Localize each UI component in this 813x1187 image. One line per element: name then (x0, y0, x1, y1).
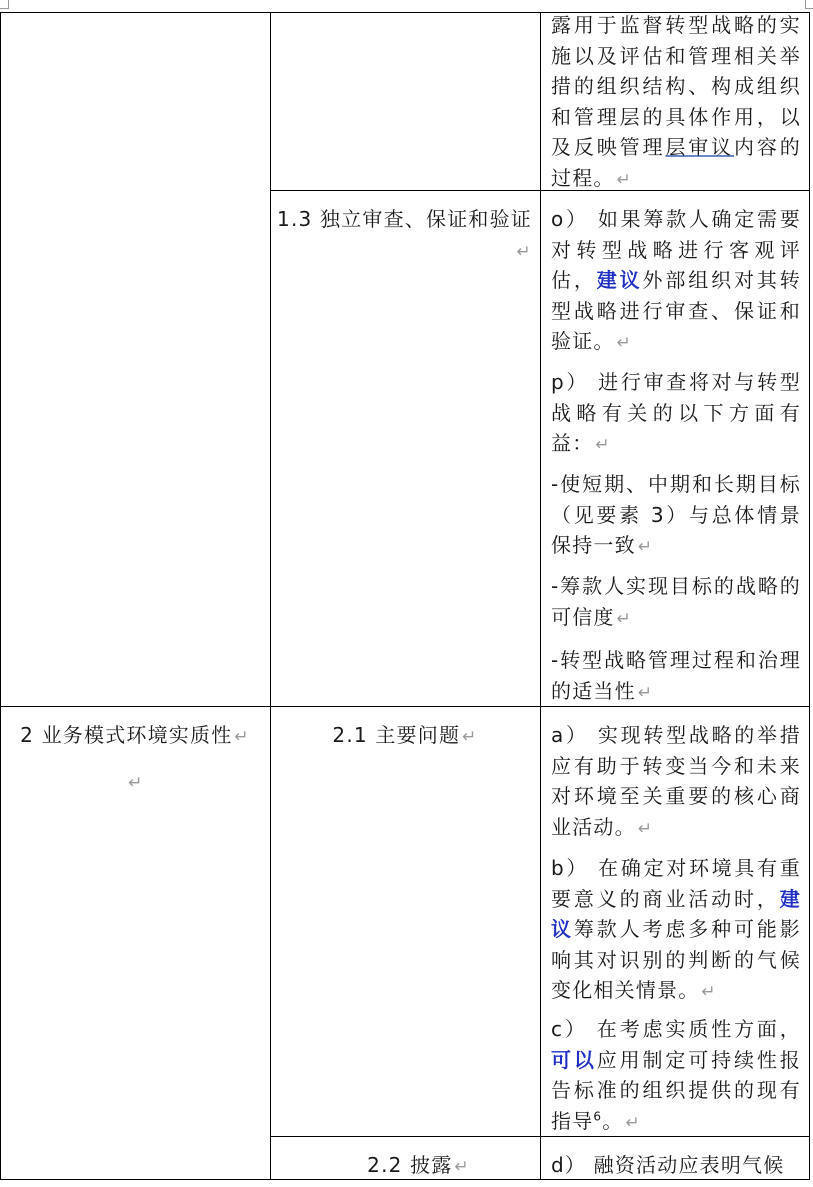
table-column-divider-1 (270, 12, 271, 1180)
paragraph-mark-icon: ↵ (637, 537, 654, 557)
paragraph-mark-icon: ↵ (616, 169, 633, 190)
paragraph-c-suffix: 应用制定可持续性报告标准的组织提供的现有指导 (551, 1047, 801, 1133)
keyword-recommend: 建议 (551, 886, 801, 941)
cell-row1-col3 (551, 10, 801, 195)
paragraph-mark-icon: ↵ (625, 1112, 641, 1133)
bullet-2 (551, 571, 801, 634)
paragraph-mark-icon: ↵ (616, 333, 633, 353)
crop-mark-right (805, 0, 813, 9)
section-2-1-heading (274, 720, 536, 753)
paragraph-mark-icon: ↵ (595, 435, 611, 455)
paragraph-mark-icon: ↵ (616, 608, 633, 629)
element-2-label: 2 业务模式环境实质性 (20, 723, 233, 747)
paragraph-mark-icon: ↵ (234, 727, 250, 747)
empty-paragraph (0, 766, 270, 799)
crop-mark-left (0, 0, 9, 9)
governance-text: 露用于监督转型战略的实施以及评估和管理相关举措的组织结构、构成组织和管理层的具体作用，以及反映管理 (551, 13, 801, 159)
bullet-3 (551, 645, 801, 708)
paragraph-c (551, 1014, 801, 1138)
table-border-left (0, 12, 1, 1180)
paragraph-mark-icon: ↵ (128, 773, 144, 793)
paragraph-b-suffix: 筹款人考虑多种可能影响其对识别的判断的气候变化相关情景。 (551, 917, 802, 1002)
table-column-divider-2 (540, 12, 541, 1180)
paragraph-a-text: a） 实现转型战略的举措应有助于转变当今和未来对环境至关重要的核心商业活动。 (551, 723, 801, 839)
bullet-2-text: -筹款人实现目标的战略的可信度 (551, 574, 801, 629)
table-border-right (809, 12, 810, 1180)
paragraph-mark-icon: ↵ (637, 682, 654, 703)
paragraph-d-text: d） 融资活动应表明气候 (551, 1153, 785, 1177)
governance-text-end: 内容的过程。 (551, 135, 801, 190)
paragraph-b (551, 853, 801, 1008)
paragraph-c-end: 。 (602, 1108, 624, 1133)
paragraph-c-text: c） 在考虑实质性方面， (551, 1017, 801, 1041)
paragraph-p (551, 367, 801, 461)
keyword-recommend: 建议 (596, 268, 643, 292)
paragraph-o-text: o） 如果筹款人确定需要对转型战略进行客观评估， (551, 207, 801, 292)
bullet-3-text: -转型战略管理过程和治理的适当性 (551, 648, 801, 703)
section-2-2-heading (274, 1150, 470, 1183)
paragraph-o-suffix: 外部组织对其转型战略进行审查、保证和验证。 (551, 268, 801, 353)
paragraph-d (551, 1150, 801, 1181)
section-2-1-label: 2.1 主要问题 (332, 723, 461, 747)
section-1-3-heading (274, 204, 532, 267)
keyword-may: 可以 (551, 1047, 597, 1072)
section-1-3-label: 1.3 独立审查、保证和验证 (277, 207, 532, 231)
bullet-1 (551, 469, 801, 563)
paragraph-p-text: p） 进行审查将对与转型战略有关的以下方面有益： (551, 370, 801, 455)
paragraph-o (551, 204, 801, 359)
paragraph-mark-icon: ↵ (454, 1157, 470, 1177)
underlined-phrase: 层审议 (665, 135, 735, 159)
paragraph-mark-icon: ↵ (516, 241, 532, 262)
paragraph-mark-icon: ↵ (637, 818, 654, 839)
paragraph-b-text: b） 在确定对环境具有重要意义的商业活动时， (551, 856, 801, 911)
bullet-1-text: -使短期、中期和长期目标（见要素 3）与总体情景保持一致 (551, 472, 801, 557)
element-2-heading (0, 720, 270, 753)
paragraph-a (551, 720, 801, 844)
paragraph-mark-icon: ↵ (701, 982, 717, 1002)
section-2-2-label: 2.2 披露 (367, 1153, 453, 1177)
paragraph-mark-icon: ↵ (462, 727, 478, 747)
footnote-reference[interactable]: 6 (593, 1108, 603, 1123)
